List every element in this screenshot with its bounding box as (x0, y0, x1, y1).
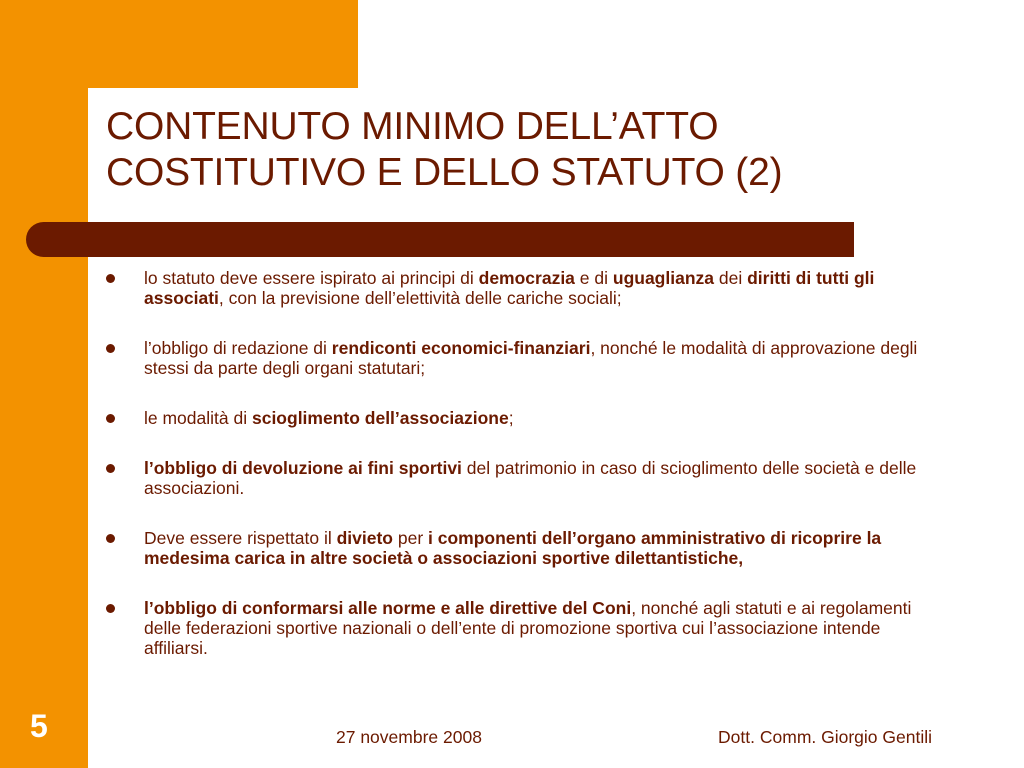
bullet-text: l’obbligo di redazione di (144, 338, 332, 358)
bullet-item (106, 408, 946, 428)
bullet-item (106, 598, 946, 658)
title-divider-bar (26, 222, 854, 257)
bullet-dot-icon (106, 344, 115, 353)
orange-side-band (0, 0, 88, 768)
bullet-item (106, 458, 946, 498)
bullet-text: , con la previsione dell’elettività delle cariche sociali; (218, 288, 622, 308)
bullet-text-bold: l’obbligo di devoluzione ai fini sportivi (144, 458, 462, 478)
orange-top-band (0, 0, 358, 88)
slide-number: 5 (30, 708, 48, 744)
bullet-dot-icon (106, 274, 115, 283)
bullet-text: del patrimonio in caso di scioglimento delle società e delle associazioni. (144, 458, 917, 498)
bullet-text-bold: i componenti dell’organo amministrativo di ricoprire la medesima carica in altre società o associazioni sportive dilettantistiche, (144, 528, 882, 568)
bullet-text-bold: l’obbligo di conformarsi alle norme e alle direttive del Coni (144, 598, 632, 618)
bullet-text-bold: scioglimento dell’associazione (251, 408, 509, 428)
bullet-text-bold: divieto (336, 528, 393, 548)
bullet-text: le modalità di (144, 408, 252, 428)
bullet-text-bold: rendiconti economici-finanziari (331, 338, 591, 358)
bullet-item (106, 528, 946, 568)
bullet-text: , nonché agli statuti e ai regolamenti delle federazioni sportive nazionali o dell’ente di promozione sportiva cui l’associazione intende affiliarsi. (144, 598, 912, 658)
bullet-dot-icon (106, 534, 115, 543)
bullet-dot-icon (106, 414, 115, 423)
bullet-text-bold: diritti di tutti gli associati (144, 268, 875, 308)
slide-title (106, 104, 986, 196)
footer-date: 27 novembre 2008 (336, 727, 482, 747)
slide-title-line-1: CONTENUTO MINIMO DELL’ATTO (106, 105, 719, 148)
bullet-text: lo statuto deve essere ispirato ai principi di (144, 268, 479, 288)
bullet-text: , nonché le modalità di approvazione degli stessi da parte degli organi statutari; (144, 338, 918, 378)
bullet-text-bold: democrazia (478, 268, 575, 288)
slide-title-line-2: COSTITUTIVO E DELLO STATUTO (2) (106, 151, 783, 194)
bullet-text: ; (508, 408, 514, 428)
bullet-dot-icon (106, 464, 115, 473)
bullet-text-bold: uguaglianza (612, 268, 714, 288)
bullet-item (106, 268, 946, 308)
bullet-text: dei (714, 268, 748, 288)
bullet-text: Deve essere rispettato il (144, 528, 337, 548)
bullet-text: per (393, 528, 429, 548)
bullet-list (106, 268, 946, 658)
bullet-item (106, 338, 946, 378)
bullet-dot-icon (106, 604, 115, 613)
footer-author: Dott. Comm. Giorgio Gentili (718, 727, 932, 747)
bullet-text: e di (574, 268, 613, 288)
